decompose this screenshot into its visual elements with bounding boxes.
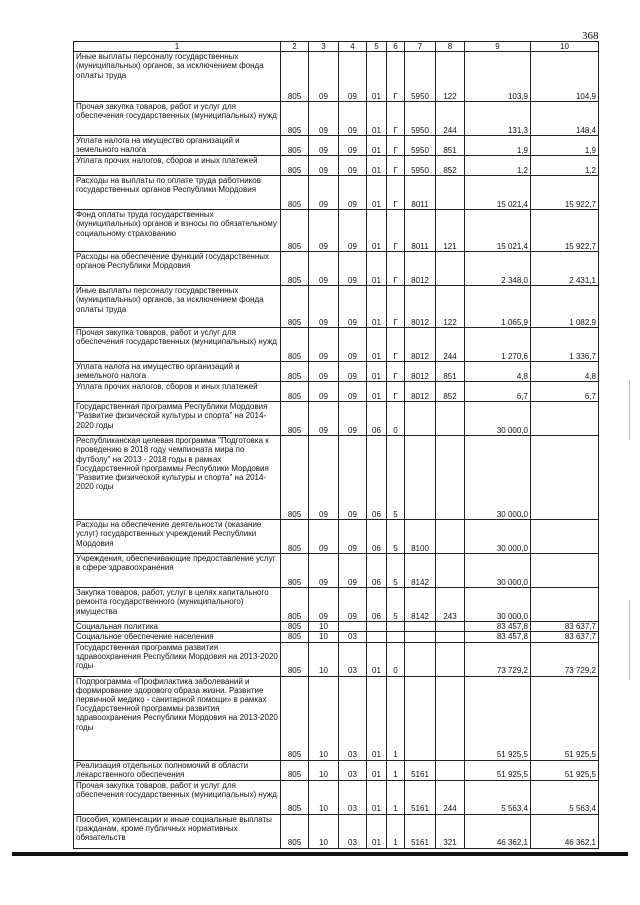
row-value-cell — [405, 642, 436, 676]
table-row — [74, 588, 599, 622]
table-row — [74, 436, 599, 520]
row-name-cell: Республиканская целевая программа "Подготовка к проведению в 2018 году чемпионата мира по футболу" на 2013 - 2018 годы в рамках Государственной программы Республики Мордовия "Развитие физической культуры и спорта" на 2014-2020 годы — [74, 436, 281, 520]
row-value-cell: 805 — [281, 286, 309, 328]
row-value-cell: 8142 — [405, 588, 436, 622]
row-name-cell: Социальное обеспечение населения — [74, 632, 281, 642]
row-value-cell — [531, 554, 599, 588]
row-value-cell: Г — [387, 382, 405, 402]
row-value-cell: 805 — [281, 814, 309, 848]
row-value-cell: 851 — [436, 136, 465, 156]
row-value-cell: 09 — [339, 436, 367, 520]
row-value-cell: 1 270,6 — [465, 328, 531, 362]
row-value-cell: 1 336,7 — [531, 328, 599, 362]
row-value-cell: 51 925,5 — [531, 760, 599, 780]
row-value-cell: 83 637,7 — [531, 622, 599, 632]
page-number: 368 — [582, 30, 599, 42]
row-value-cell: 244 — [436, 780, 465, 814]
row-value-cell: 01 — [367, 252, 387, 286]
row-value-cell: 01 — [367, 136, 387, 156]
row-value-cell — [436, 402, 465, 436]
row-value-cell: 09 — [339, 52, 367, 102]
column-header: 8 — [436, 42, 465, 52]
row-value-cell: 5161 — [405, 760, 436, 780]
row-value-cell: 851 — [436, 362, 465, 382]
row-value-cell: 5950 — [405, 156, 436, 176]
row-value-cell: 15 021,4 — [465, 176, 531, 210]
row-value-cell: 09 — [339, 382, 367, 402]
row-value-cell: 2 431,1 — [531, 252, 599, 286]
row-value-cell: 01 — [367, 676, 387, 760]
row-value-cell: 10 — [309, 632, 339, 642]
row-value-cell: 122 — [436, 52, 465, 102]
row-value-cell: 73 729,2 — [465, 642, 531, 676]
row-value-cell: 09 — [339, 102, 367, 136]
column-header: 7 — [405, 42, 436, 52]
table-row — [74, 676, 599, 760]
row-value-cell — [405, 676, 436, 760]
row-value-cell: 30 000,0 — [465, 554, 531, 588]
row-value-cell: 09 — [309, 402, 339, 436]
row-value-cell: 243 — [436, 588, 465, 622]
row-name-cell: Фонд оплаты труда государственных (муниципальных) органов и взносы по обязательному социальному страхованию — [74, 210, 281, 252]
row-name-cell: Государственная программа Республики Мордовия "Развитие физической культуры и спорта" на 2014-2020 годы — [74, 402, 281, 436]
row-value-cell: 03 — [339, 642, 367, 676]
row-value-cell — [436, 176, 465, 210]
row-value-cell: 51 925,5 — [465, 760, 531, 780]
row-value-cell — [436, 622, 465, 632]
row-value-cell: 01 — [367, 176, 387, 210]
row-value-cell: 01 — [367, 210, 387, 252]
row-name-cell: Иные выплаты персоналу государственных (муниципальных) органов, за исключением фонда оплаты труда — [74, 286, 281, 328]
table-row — [74, 760, 599, 780]
row-value-cell — [531, 402, 599, 436]
table-row — [74, 382, 599, 402]
row-value-cell: 06 — [367, 554, 387, 588]
row-value-cell: Г — [387, 156, 405, 176]
row-value-cell: 1 — [387, 676, 405, 760]
row-value-cell: 5 — [387, 588, 405, 622]
row-value-cell: 5 563,4 — [531, 780, 599, 814]
row-value-cell: 1,9 — [531, 136, 599, 156]
row-value-cell — [367, 622, 387, 632]
row-value-cell: 83 457,8 — [465, 622, 531, 632]
row-value-cell: 805 — [281, 642, 309, 676]
row-value-cell: 15 922,7 — [531, 210, 599, 252]
row-value-cell: 321 — [436, 814, 465, 848]
row-value-cell: 852 — [436, 156, 465, 176]
row-value-cell: 5161 — [405, 814, 436, 848]
row-value-cell — [531, 436, 599, 520]
row-value-cell: 09 — [339, 210, 367, 252]
table-row — [74, 210, 599, 252]
row-value-cell: 805 — [281, 554, 309, 588]
row-value-cell: 805 — [281, 362, 309, 382]
row-name-cell: Учреждения, обеспечивающие предоставление услуг в сфере здравоохранения — [74, 554, 281, 588]
row-value-cell: 06 — [367, 520, 387, 554]
table-row — [74, 328, 599, 362]
table-row — [74, 814, 599, 848]
row-value-cell: 09 — [309, 328, 339, 362]
row-value-cell: 1,2 — [531, 156, 599, 176]
row-value-cell: 01 — [367, 642, 387, 676]
row-value-cell: 8100 — [405, 520, 436, 554]
column-header: 2 — [281, 42, 309, 52]
row-value-cell: 5 — [387, 520, 405, 554]
row-value-cell — [405, 632, 436, 642]
row-value-cell — [387, 632, 405, 642]
column-header: 9 — [465, 42, 531, 52]
row-value-cell: Г — [387, 328, 405, 362]
table-row — [74, 136, 599, 156]
row-value-cell: 09 — [309, 362, 339, 382]
row-value-cell: 06 — [367, 436, 387, 520]
row-value-cell: 805 — [281, 176, 309, 210]
row-value-cell: 805 — [281, 588, 309, 622]
row-value-cell: Г — [387, 286, 405, 328]
row-value-cell: 5 — [387, 554, 405, 588]
row-value-cell: 4,8 — [465, 362, 531, 382]
row-value-cell: 5950 — [405, 52, 436, 102]
row-value-cell: 09 — [339, 176, 367, 210]
table-row — [74, 362, 599, 382]
row-value-cell: 01 — [367, 156, 387, 176]
row-name-cell: Прочая закупка товаров, работ и услуг для обеспечения государственных (муниципальных) нужд — [74, 328, 281, 362]
row-value-cell — [531, 520, 599, 554]
table-row — [74, 286, 599, 328]
row-value-cell: 09 — [309, 520, 339, 554]
header-row — [74, 42, 599, 52]
row-value-cell: 1 082,9 — [531, 286, 599, 328]
row-value-cell: 5 — [387, 436, 405, 520]
row-value-cell: 09 — [309, 176, 339, 210]
row-value-cell: 09 — [309, 156, 339, 176]
row-name-cell: Уплата налога на имущество организаций и земельного налога — [74, 362, 281, 382]
row-value-cell: 09 — [309, 554, 339, 588]
table-body — [74, 52, 599, 848]
row-value-cell — [436, 642, 465, 676]
row-value-cell: 8011 — [405, 176, 436, 210]
column-header: 4 — [339, 42, 367, 52]
row-value-cell: 03 — [339, 780, 367, 814]
row-name-cell: Пособия, компенсации и иные социальные выплаты гражданам, кроме публичных нормативных обязательств — [74, 814, 281, 848]
row-value-cell: 03 — [339, 676, 367, 760]
row-value-cell: 03 — [339, 632, 367, 642]
row-value-cell: 8011 — [405, 210, 436, 252]
column-header: 5 — [367, 42, 387, 52]
row-name-cell: Прочая закупка товаров, работ и услуг для обеспечения государственных (муниципальных) нужд — [74, 780, 281, 814]
row-value-cell: 1,9 — [465, 136, 531, 156]
table-row — [74, 780, 599, 814]
table-row — [74, 554, 599, 588]
row-value-cell: 805 — [281, 402, 309, 436]
row-value-cell: 06 — [367, 588, 387, 622]
row-value-cell: 46 362,1 — [465, 814, 531, 848]
row-value-cell — [436, 632, 465, 642]
row-value-cell: 09 — [309, 436, 339, 520]
table-row — [74, 156, 599, 176]
row-value-cell: 09 — [339, 554, 367, 588]
row-value-cell: 8012 — [405, 252, 436, 286]
column-header: 3 — [309, 42, 339, 52]
row-value-cell: 104,9 — [531, 52, 599, 102]
row-value-cell: 8012 — [405, 382, 436, 402]
row-name-cell: Расходы на обеспечение функций государственных органов Республики Мордовия — [74, 252, 281, 286]
row-value-cell: 09 — [339, 286, 367, 328]
table-row — [74, 176, 599, 210]
row-value-cell: 09 — [339, 520, 367, 554]
row-value-cell: 15 021,4 — [465, 210, 531, 252]
row-value-cell: 01 — [367, 102, 387, 136]
row-value-cell: 09 — [309, 102, 339, 136]
row-value-cell: Г — [387, 102, 405, 136]
row-value-cell: 805 — [281, 780, 309, 814]
row-value-cell: 103,9 — [465, 52, 531, 102]
row-value-cell: 805 — [281, 676, 309, 760]
row-value-cell: 51 925,5 — [465, 676, 531, 760]
row-value-cell: 148,4 — [531, 102, 599, 136]
row-value-cell: 09 — [339, 136, 367, 156]
row-value-cell — [339, 622, 367, 632]
table-row — [74, 102, 599, 136]
row-value-cell: 03 — [339, 814, 367, 848]
row-value-cell: 0 — [387, 642, 405, 676]
row-value-cell: 83 457,8 — [465, 632, 531, 642]
row-value-cell: 09 — [309, 252, 339, 286]
row-value-cell: Г — [387, 362, 405, 382]
row-value-cell — [436, 436, 465, 520]
row-value-cell: 131,3 — [465, 102, 531, 136]
row-value-cell: 805 — [281, 156, 309, 176]
row-value-cell: 10 — [309, 760, 339, 780]
row-value-cell: 805 — [281, 102, 309, 136]
row-value-cell: 805 — [281, 632, 309, 642]
table-row — [74, 520, 599, 554]
row-name-cell: Уплата налога на имущество организаций и земельного налога — [74, 136, 281, 156]
row-value-cell: 2 348,0 — [465, 252, 531, 286]
row-value-cell — [531, 588, 599, 622]
row-value-cell: Г — [387, 252, 405, 286]
row-value-cell: 09 — [339, 252, 367, 286]
row-value-cell — [436, 760, 465, 780]
row-value-cell: 805 — [281, 136, 309, 156]
row-value-cell: 09 — [309, 52, 339, 102]
row-value-cell: 1,2 — [465, 156, 531, 176]
row-value-cell: 805 — [281, 328, 309, 362]
row-value-cell: 09 — [339, 328, 367, 362]
table-row — [74, 642, 599, 676]
row-value-cell: 01 — [367, 760, 387, 780]
row-value-cell: 03 — [339, 760, 367, 780]
row-value-cell: 10 — [309, 676, 339, 760]
row-value-cell: 805 — [281, 382, 309, 402]
row-value-cell: 805 — [281, 52, 309, 102]
row-value-cell — [405, 436, 436, 520]
row-value-cell: 83 637,7 — [531, 632, 599, 642]
row-value-cell: 5 563,4 — [465, 780, 531, 814]
row-value-cell: 10 — [309, 814, 339, 848]
row-value-cell: 01 — [367, 52, 387, 102]
row-value-cell: 01 — [367, 814, 387, 848]
row-value-cell — [436, 554, 465, 588]
row-value-cell: Г — [387, 176, 405, 210]
row-value-cell: 09 — [309, 210, 339, 252]
column-header: 10 — [531, 42, 599, 52]
row-value-cell: 121 — [436, 210, 465, 252]
column-header: 1 — [74, 42, 281, 52]
row-value-cell: 10 — [309, 780, 339, 814]
row-value-cell: 8012 — [405, 328, 436, 362]
row-name-cell: Государственная программа развития здравоохранения Республики Мордовия на 2013-2020 годы — [74, 642, 281, 676]
row-value-cell: 8012 — [405, 286, 436, 328]
row-name-cell: Социальная политика — [74, 622, 281, 632]
row-name-cell: Расходы на выплаты по оплате труда работников государственных органов Республики Мордовия — [74, 176, 281, 210]
row-value-cell: 09 — [339, 362, 367, 382]
row-value-cell: 5950 — [405, 102, 436, 136]
row-value-cell: 01 — [367, 780, 387, 814]
row-value-cell — [436, 252, 465, 286]
row-value-cell: 06 — [367, 402, 387, 436]
row-value-cell: 6,7 — [465, 382, 531, 402]
scan-edge-mark — [629, 600, 630, 680]
row-value-cell: 244 — [436, 102, 465, 136]
row-value-cell: 1 — [387, 780, 405, 814]
table-row — [74, 632, 599, 642]
row-value-cell — [367, 632, 387, 642]
row-value-cell: 805 — [281, 252, 309, 286]
row-value-cell: 09 — [339, 402, 367, 436]
row-value-cell: 4,8 — [531, 362, 599, 382]
row-value-cell: 30 000,0 — [465, 588, 531, 622]
row-value-cell: 805 — [281, 622, 309, 632]
table-row — [74, 52, 599, 102]
row-value-cell: 09 — [309, 588, 339, 622]
scan-bottom-bar — [12, 852, 628, 856]
row-value-cell: 1 065,9 — [465, 286, 531, 328]
row-value-cell: 0 — [387, 402, 405, 436]
scan-edge-mark — [629, 380, 630, 440]
row-name-cell: Уплата прочих налогов, сборов и иных платежей — [74, 382, 281, 402]
row-value-cell: 09 — [309, 136, 339, 156]
row-value-cell: Г — [387, 210, 405, 252]
row-value-cell: 1 — [387, 760, 405, 780]
row-value-cell: 46 362,1 — [531, 814, 599, 848]
row-name-cell: Уплата прочих налогов, сборов и иных платежей — [74, 156, 281, 176]
row-value-cell — [405, 402, 436, 436]
row-value-cell: 805 — [281, 520, 309, 554]
row-value-cell: 09 — [309, 382, 339, 402]
row-value-cell: 01 — [367, 362, 387, 382]
row-value-cell: 30 000,0 — [465, 436, 531, 520]
row-value-cell: 5161 — [405, 780, 436, 814]
row-value-cell: 30 000,0 — [465, 520, 531, 554]
row-value-cell: 09 — [339, 588, 367, 622]
row-value-cell: 122 — [436, 286, 465, 328]
row-name-cell: Прочая закупка товаров, работ и услуг для обеспечения государственных (муниципальных) нужд — [74, 102, 281, 136]
row-value-cell: 51 925,5 — [531, 676, 599, 760]
row-value-cell: Г — [387, 136, 405, 156]
row-value-cell: 01 — [367, 328, 387, 362]
row-name-cell: Реализация отдельных полномочий в области лекарственного обеспечения — [74, 760, 281, 780]
row-value-cell: 244 — [436, 328, 465, 362]
table-row — [74, 252, 599, 286]
row-value-cell: 10 — [309, 642, 339, 676]
table-row — [74, 622, 599, 632]
table-row — [74, 402, 599, 436]
row-value-cell — [436, 676, 465, 760]
row-name-cell: Закупка товаров, работ, услуг в целях капитального ремонта государственного (муниципального) имущества — [74, 588, 281, 622]
row-value-cell: 01 — [367, 286, 387, 328]
row-value-cell: 5950 — [405, 136, 436, 156]
row-name-cell: Иные выплаты персоналу государственных (муниципальных) органов, за исключением фонда оплаты труда — [74, 52, 281, 102]
row-value-cell: 09 — [309, 286, 339, 328]
row-value-cell: 15 922,7 — [531, 176, 599, 210]
row-value-cell: 8012 — [405, 362, 436, 382]
row-value-cell: Г — [387, 52, 405, 102]
row-name-cell: Подпрограмма «Профилактика заболеваний и формирование здорового образа жизни. Развитие первичной медико - санитарной помощи» в рамках Государственной программы развития здравоохранения Республики Мордовия на 2013-2020 годы — [74, 676, 281, 760]
row-name-cell: Расходы на обеспечение деятельности (оказание услуг) государственных учреждений Республики Мордовия — [74, 520, 281, 554]
row-value-cell — [436, 520, 465, 554]
budget-table — [73, 41, 599, 849]
column-header: 6 — [387, 42, 405, 52]
row-value-cell — [387, 622, 405, 632]
row-value-cell: 805 — [281, 210, 309, 252]
row-value-cell: 09 — [339, 156, 367, 176]
row-value-cell: 73 729,2 — [531, 642, 599, 676]
row-value-cell: 10 — [309, 622, 339, 632]
row-value-cell: 1 — [387, 814, 405, 848]
row-value-cell: 805 — [281, 436, 309, 520]
row-value-cell: 805 — [281, 760, 309, 780]
row-value-cell: 30 000,0 — [465, 402, 531, 436]
row-value-cell: 8142 — [405, 554, 436, 588]
row-value-cell: 6,7 — [531, 382, 599, 402]
row-value-cell — [405, 622, 436, 632]
row-value-cell: 01 — [367, 382, 387, 402]
row-value-cell: 852 — [436, 382, 465, 402]
